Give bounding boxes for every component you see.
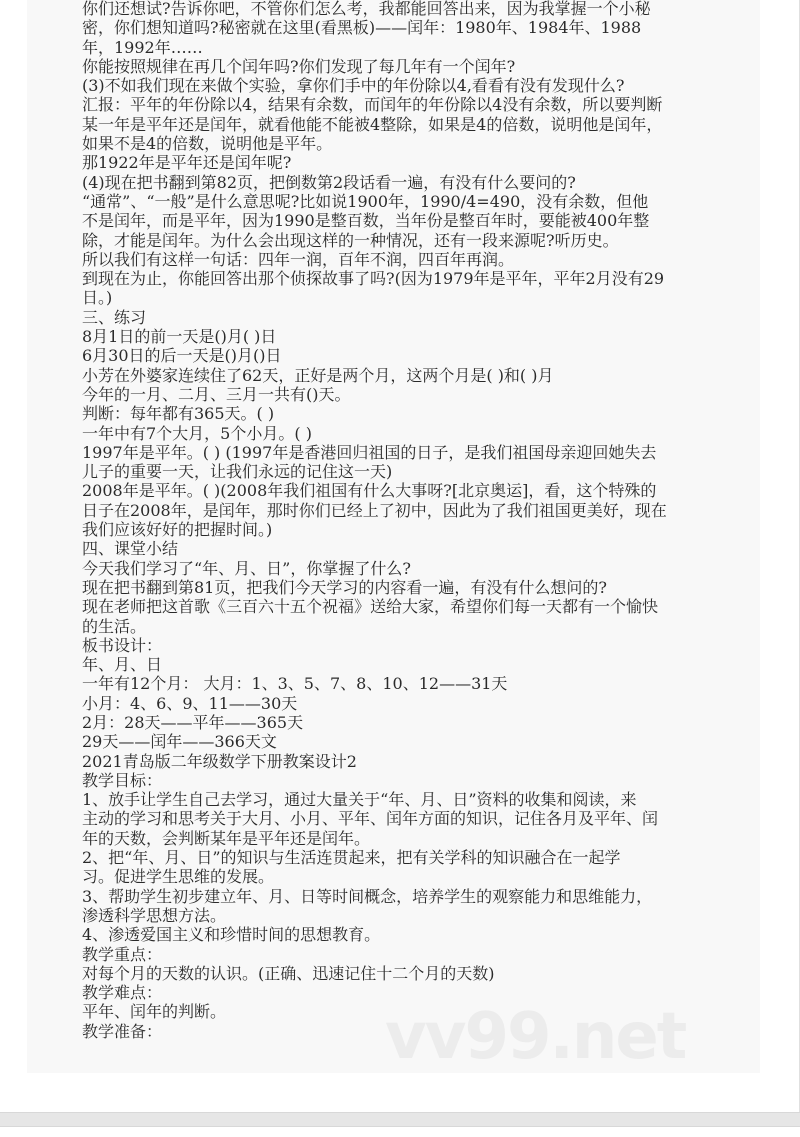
text-line: 教学目标： (82, 770, 163, 790)
text-line: 习。促进学生思维的发展。 (82, 867, 275, 887)
text-line: 6月30日的后一天是()月()日 (82, 346, 282, 366)
text-line: 你能按照规律在再几个闰年吗?你们发现了每几年有一个闰年? (82, 56, 516, 76)
text-line: 所以我们有这样一句话：四年一润，百年不润，四百年再润。 (82, 249, 515, 269)
text-line: 日。) (82, 288, 113, 308)
text-line: 四、课堂小结 (82, 539, 179, 559)
text-line: 2、把“年、月、日”的知识与生活连贯起来，把有关学科的知识融合在一起学 (82, 848, 621, 868)
text-line: 教学难点： (82, 983, 163, 1003)
text-line: 1997年是平年。( ) (1997年是香港回归祖国的日子，是我们祖国母亲迎回她失去 (82, 442, 657, 462)
text-line: (4)现在把书翻到第82页，把倒数第2段话看一遍，有没有什么要问的? (82, 172, 576, 192)
text-line: 不是闰年，而是平年，因为1990是整百数，当年份是整百年时，要能被400年整 (82, 211, 650, 231)
text-line: 3、帮助学生初步建立年、月、日等时间概念，培养学生的观察能力和思维能力， (82, 886, 653, 906)
text-line: 教学准备： (82, 1021, 163, 1041)
text-line: 判断：每年都有365天。( ) (82, 404, 275, 424)
text-line: 小芳在外婆家连续住了62天，正好是两个月，这两个月是( )和( )月 (82, 365, 554, 385)
text-line: “通常”、“一般”是什么意思呢?比如说1900年，1990/4=490，没有余数，但他 (82, 191, 649, 211)
text-line: 除，才能是闰年。为什么会出现这样的一种情况，还有一段来源呢?听历史。 (82, 230, 619, 250)
text-line: 2008年是平年。( )(2008年我们祖国有什么大事呀?[北京奥运]，看，这个特殊的 (82, 481, 657, 501)
text-line: 到现在为止，你能回答出那个侦探故事了吗?(因为1979年是平年，平年2月没有29 (82, 269, 665, 289)
text-line: 主动的学习和思考关于大月、小月、平年、闰年方面的知识，记住各月及平年、闰 (82, 809, 659, 829)
text-line: 的生活。 (82, 616, 147, 636)
text-line: 今年的一月、二月、三月一共有()天。 (82, 384, 351, 404)
text-line: 汇报：平年的年份除以4，结果有余数，而闰年的年份除以4没有余数，所以要判断 (82, 95, 663, 115)
text-line: 你们还想试?告诉你吧，不管你们怎么考，我都能回答出来，因为我掌握一个小秘 (82, 0, 651, 18)
text-line: 8月1日的前一天是()月( )日 (82, 327, 277, 347)
watermark: vv99.net (385, 1000, 686, 1074)
text-line: 现在老师把这首歌《三百六十五个祝福》送给大家，希望你们每一天都有一个愉快 (82, 597, 659, 617)
text-line: 日子在2008年，是闰年，那时你们已经上了初中，因此为了我们祖国更美好，现在 (82, 500, 667, 520)
text-line: 如果不是4的倍数，说明他是平年。 (82, 134, 333, 154)
text-line: 对每个月的天数的认识。(正确、迅速记住十二个月的天数) (82, 963, 495, 983)
page-separator (0, 1112, 800, 1127)
text-line: 1、放手让学生自己去学习，通过大量关于“年、月、日”资料的收集和阅读，来 (82, 790, 637, 810)
text-line: 年，1992年…… (82, 37, 203, 57)
text-line: 29天——闰年——366天文 (82, 732, 277, 752)
text-line: 2021青岛版二年级数学下册教案设计2 (82, 751, 357, 771)
text-line: 年、月、日 (82, 655, 163, 675)
text-line: 现在把书翻到第81页，把我们今天学习的内容看一遍，有没有什么想问的? (82, 577, 607, 597)
text-line: 一年有12个月： 大月：1、3、5、7、8、10、12——31天 (82, 674, 508, 694)
text-line: 我们应该好好的把握时间。) (82, 520, 273, 540)
text-line: 小月：4、6、9、11——30天 (82, 693, 298, 713)
document-text (82, 0, 742, 1041)
text-line: 2月：28天——平年——365天 (82, 712, 304, 732)
text-line: (3)不如我们现在来做个实验，拿你们手中的年份除以4,看看有没有发现什么? (82, 76, 625, 96)
text-line: 一年中有7个大月，5个小月。( ) (82, 423, 312, 443)
text-line: 那1922年是平年还是闰年呢? (82, 153, 292, 173)
text-line: 教学重点： (82, 944, 163, 964)
text-line: 板书设计： (82, 635, 163, 655)
text-line: 4、渗透爱国主义和珍惜时间的思想教育。 (82, 925, 381, 945)
text-line: 渗透科学思想方法。 (82, 905, 227, 925)
text-line: 平年、闰年的判断。 (82, 1002, 227, 1022)
text-line: 某一年是平年还是闰年，就看他能不能被4整除，如果是4的倍数，说明他是闰年， (82, 114, 663, 134)
text-line: 三、练习 (82, 307, 147, 327)
text-line: 儿子的重要一天，让我们永远的记住这一天) (82, 462, 393, 482)
text-line: 密，你们想知道吗?秘密就在这里(看黑板)——闰年：1980年、1984年、1988 (82, 18, 642, 38)
text-line: 年的天数，会判断某年是平年还是闰年。 (82, 828, 371, 848)
text-line: 今天我们学习了“年、月、日”，你掌握了什么? (82, 558, 411, 578)
